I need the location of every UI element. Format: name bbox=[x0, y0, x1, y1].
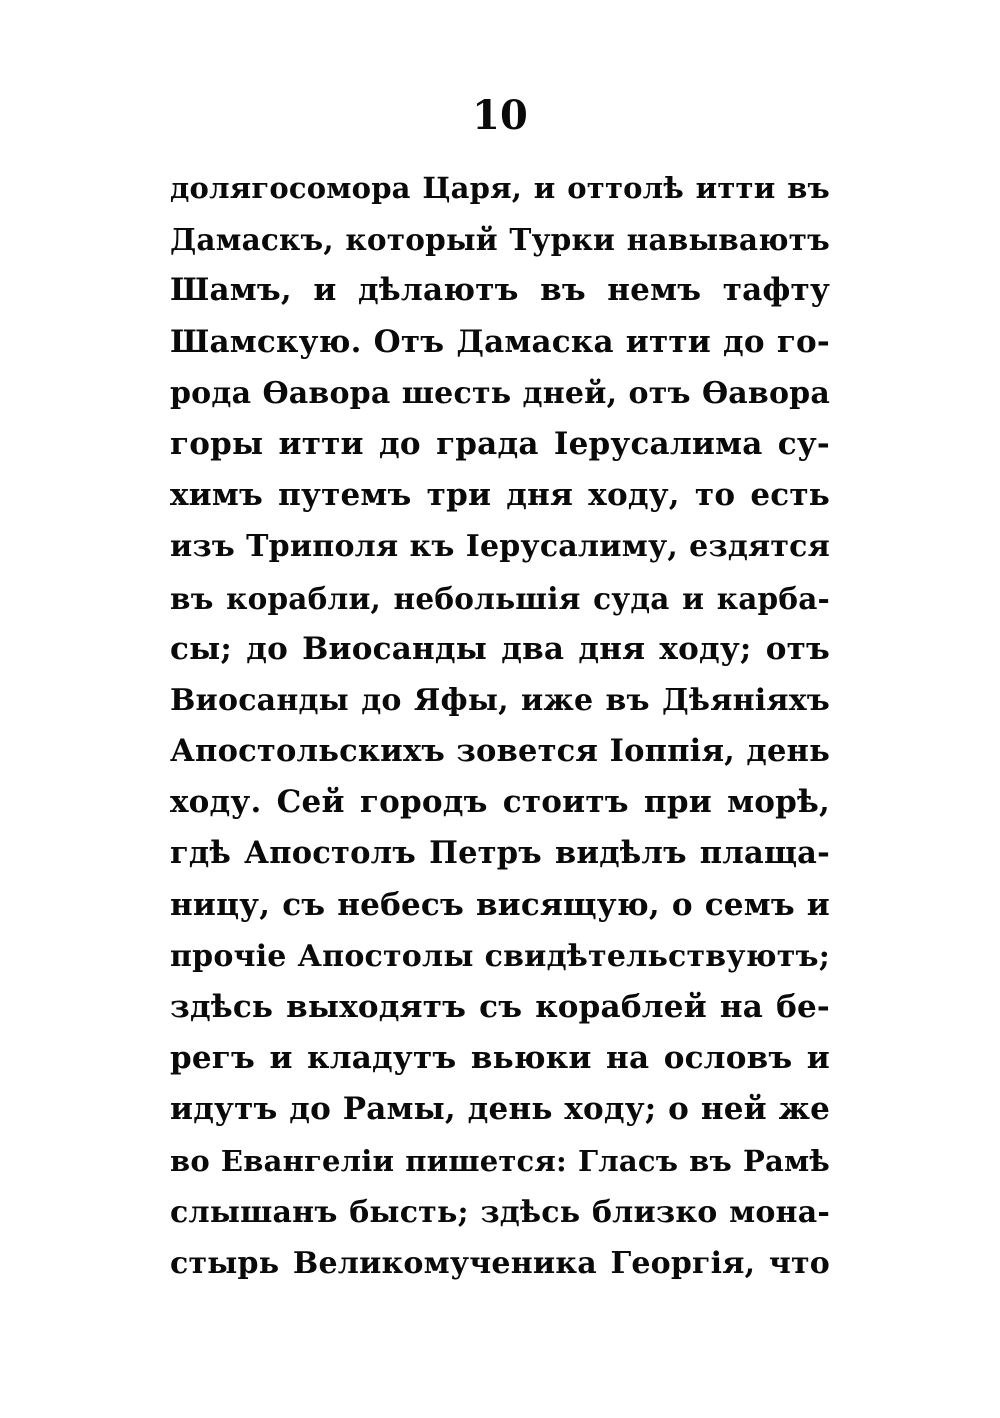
text-line: Дамаскъ, который Турки навываютъ bbox=[170, 222, 830, 258]
text-line: гдѣ Апостолъ Петръ видѣлъ плаща- bbox=[170, 835, 830, 872]
text-line: здѣсь выходятъ съ кораблей на бе- bbox=[170, 989, 830, 1025]
text-line: изъ Триполя къ Іерусалиму, ездятся bbox=[170, 529, 830, 565]
text-line: во Евангеліи пишется: Гласъ въ Рамѣ bbox=[170, 1143, 830, 1178]
text-line: Шамъ, и дѣлаютъ въ немъ тафту bbox=[170, 272, 830, 309]
text-line: слышанъ бысть; здѣсь близко мона- bbox=[170, 1194, 830, 1230]
text-line: Апостольскихъ зовется Іоппія, день bbox=[170, 733, 830, 770]
text-line: рода Өавора шесть дней, отъ Өавора bbox=[170, 375, 830, 411]
text-line: горы итти до града Іерусалима су- bbox=[170, 425, 830, 462]
text-line: ходу. Сей городъ стоитъ при морѣ, bbox=[170, 784, 830, 821]
text-line: Виосанды до Яфы, иже въ Дѣяніяхъ bbox=[170, 682, 830, 718]
text-line: прочіе Апостолы свидѣтельствуютъ; bbox=[170, 938, 830, 974]
page-number: 10 bbox=[472, 92, 528, 139]
text-line: стырь Великомученика Георгія, что bbox=[170, 1245, 830, 1281]
text-line: въ корабли, небольшія суда и карба- bbox=[170, 580, 830, 616]
text-line: идутъ до Рамы, день ходу; о ней же bbox=[170, 1091, 830, 1128]
text-line: химъ путемъ три дня ходу, то есть bbox=[170, 477, 830, 514]
text-line: сы; до Виосанды два дня ходу; отъ bbox=[170, 630, 830, 667]
text-line: Шамскую. Отъ Дамаска итти до го- bbox=[170, 323, 830, 360]
text-line: регъ и кладутъ вьюки на ословъ и bbox=[170, 1040, 830, 1077]
text-line: долягосомора Царя, и оттолѣ итти въ bbox=[170, 171, 830, 205]
body-text bbox=[170, 163, 830, 1289]
text-line: ницу, съ небесъ висящую, о семъ и bbox=[170, 886, 830, 923]
